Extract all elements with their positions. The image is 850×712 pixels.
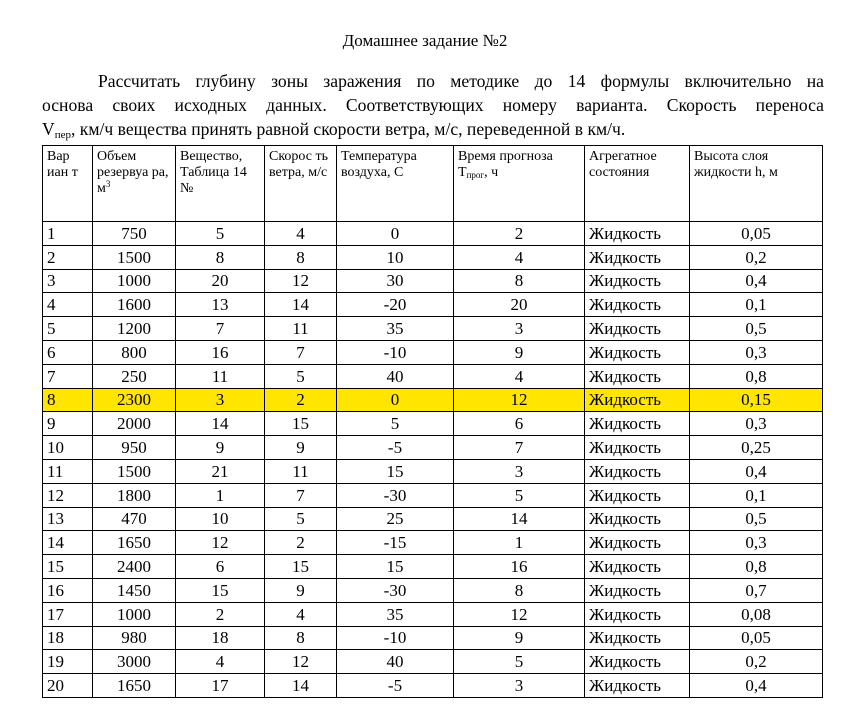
cell-wind: 8 <box>265 245 337 269</box>
cell-substance: 11 <box>176 364 265 388</box>
cell-substance: 14 <box>176 412 265 436</box>
cell-height: 0,3 <box>690 531 823 555</box>
table-row <box>43 507 823 531</box>
cell-variant: 8 <box>43 388 93 412</box>
cell-variant: 16 <box>43 578 93 602</box>
cell-substance: 4 <box>176 650 265 674</box>
cell-state: Жидкость <box>585 388 690 412</box>
header-variant: Вар иан т <box>43 146 93 222</box>
table-row <box>43 674 823 698</box>
cell-time: 20 <box>454 293 585 317</box>
cell-volume: 250 <box>93 364 176 388</box>
cell-state: Жидкость <box>585 531 690 555</box>
cell-state: Жидкость <box>585 578 690 602</box>
cell-wind: 2 <box>265 531 337 555</box>
table-row <box>43 483 823 507</box>
cell-volume: 3000 <box>93 650 176 674</box>
header-height: Высота слоя жидкости h, м <box>690 146 823 222</box>
cell-time: 12 <box>454 388 585 412</box>
cell-state: Жидкость <box>585 626 690 650</box>
cell-height: 0,25 <box>690 436 823 460</box>
cell-time: 2 <box>454 222 585 246</box>
cell-wind: 12 <box>265 650 337 674</box>
table-row <box>43 388 823 412</box>
cell-substance: 3 <box>176 388 265 412</box>
cell-volume: 1500 <box>93 459 176 483</box>
cell-wind: 2 <box>265 388 337 412</box>
cell-substance: 1 <box>176 483 265 507</box>
table-body <box>43 222 823 698</box>
cell-substance: 2 <box>176 602 265 626</box>
cell-volume: 1600 <box>93 293 176 317</box>
cell-volume: 2400 <box>93 555 176 579</box>
cell-height: 0,8 <box>690 555 823 579</box>
cell-state: Жидкость <box>585 436 690 460</box>
cell-substance: 6 <box>176 555 265 579</box>
cell-state: Жидкость <box>585 650 690 674</box>
table-header-row <box>43 146 823 222</box>
cell-variant: 19 <box>43 650 93 674</box>
cell-temperature: 15 <box>337 555 454 579</box>
cell-volume: 1000 <box>93 269 176 293</box>
cell-temperature: 0 <box>337 388 454 412</box>
cell-state: Жидкость <box>585 222 690 246</box>
table-row <box>43 459 823 483</box>
table-row <box>43 340 823 364</box>
cell-height: 0,3 <box>690 340 823 364</box>
table-row <box>43 222 823 246</box>
cell-temperature: 15 <box>337 459 454 483</box>
cell-time: 3 <box>454 459 585 483</box>
cell-time: 9 <box>454 626 585 650</box>
cell-time: 8 <box>454 269 585 293</box>
cell-state: Жидкость <box>585 412 690 436</box>
cell-variant: 15 <box>43 555 93 579</box>
cell-height: 0,5 <box>690 507 823 531</box>
cell-volume: 1200 <box>93 317 176 341</box>
cell-variant: 17 <box>43 602 93 626</box>
header-state: Агрегатное состояния <box>585 146 690 222</box>
cell-variant: 2 <box>43 245 93 269</box>
cell-height: 0,08 <box>690 602 823 626</box>
page-title: Домашнее задание №2 <box>342 31 508 50</box>
cell-height: 0,1 <box>690 293 823 317</box>
cell-variant: 10 <box>43 436 93 460</box>
cell-wind: 11 <box>265 317 337 341</box>
cell-state: Жидкость <box>585 245 690 269</box>
cell-volume: 1650 <box>93 531 176 555</box>
cell-time: 5 <box>454 483 585 507</box>
cell-wind: 9 <box>265 578 337 602</box>
cell-variant: 20 <box>43 674 93 698</box>
cell-wind: 4 <box>265 222 337 246</box>
header-volume: Объем резервуа ра, $м^3$ <box>93 146 176 222</box>
cell-substance: 15 <box>176 578 265 602</box>
cell-variant: 3 <box>43 269 93 293</box>
header-substance: Вещество, Таблица 14 № <box>176 146 265 222</box>
cell-substance: 8 <box>176 245 265 269</box>
cell-volume: 950 <box>93 436 176 460</box>
cell-time: 4 <box>454 364 585 388</box>
cell-substance: 12 <box>176 531 265 555</box>
cell-temperature: 40 <box>337 364 454 388</box>
cell-wind: 5 <box>265 364 337 388</box>
cell-volume: 1800 <box>93 483 176 507</box>
cell-state: Жидкость <box>585 269 690 293</box>
cell-substance: 9 <box>176 436 265 460</box>
cell-time: 12 <box>454 602 585 626</box>
cell-volume: 980 <box>93 626 176 650</box>
cell-temperature: -5 <box>337 436 454 460</box>
cell-temperature: 30 <box>337 269 454 293</box>
table-row <box>43 364 823 388</box>
cell-temperature: -15 <box>337 531 454 555</box>
header-temperature: Температура воздуха, С <box>337 146 454 222</box>
cell-height: 0,2 <box>690 650 823 674</box>
cell-substance: 13 <box>176 293 265 317</box>
cell-wind: 7 <box>265 340 337 364</box>
table-row <box>43 317 823 341</box>
cell-state: Жидкость <box>585 317 690 341</box>
table-row <box>43 412 823 436</box>
cell-substance: 20 <box>176 269 265 293</box>
cell-height: 0,4 <box>690 674 823 698</box>
cell-volume: 2300 <box>93 388 176 412</box>
cell-height: 0,8 <box>690 364 823 388</box>
cell-variant: 1 <box>43 222 93 246</box>
task-paragraph <box>42 69 824 141</box>
cell-temperature: -30 <box>337 578 454 602</box>
variants-table <box>42 145 823 698</box>
cell-time: 16 <box>454 555 585 579</box>
cell-state: Жидкость <box>585 293 690 317</box>
cell-height: 0,5 <box>690 317 823 341</box>
cell-height: 0,15 <box>690 388 823 412</box>
cell-volume: 800 <box>93 340 176 364</box>
cell-state: Жидкость <box>585 555 690 579</box>
cell-wind: 8 <box>265 626 337 650</box>
table-row <box>43 269 823 293</box>
cell-time: 3 <box>454 674 585 698</box>
table-row <box>43 650 823 674</box>
cell-time: 6 <box>454 412 585 436</box>
task-line-1: Рассчитать глубину зоны заражения по методике до 14 формулы включительно на <box>98 71 824 91</box>
cell-temperature: -5 <box>337 674 454 698</box>
cell-variant: 4 <box>43 293 93 317</box>
cell-temperature: -10 <box>337 340 454 364</box>
header-wind: Скорос ть ветра, м/с <box>265 146 337 222</box>
cell-temperature: 35 <box>337 317 454 341</box>
table-row <box>43 293 823 317</box>
cell-state: Жидкость <box>585 459 690 483</box>
cell-variant: 7 <box>43 364 93 388</box>
cell-wind: 9 <box>265 436 337 460</box>
cell-temperature: 25 <box>337 507 454 531</box>
cell-volume: 2000 <box>93 412 176 436</box>
cell-wind: 14 <box>265 293 337 317</box>
cell-height: 0,3 <box>690 412 823 436</box>
cell-variant: 12 <box>43 483 93 507</box>
cell-variant: 13 <box>43 507 93 531</box>
cell-state: Жидкость <box>585 507 690 531</box>
cell-state: Жидкость <box>585 602 690 626</box>
cell-height: 0,05 <box>690 222 823 246</box>
cell-temperature: 35 <box>337 602 454 626</box>
cell-substance: 10 <box>176 507 265 531</box>
cell-state: Жидкость <box>585 674 690 698</box>
cell-height: 0,1 <box>690 483 823 507</box>
cell-volume: 1000 <box>93 602 176 626</box>
table-row <box>43 245 823 269</box>
cell-substance: 7 <box>176 317 265 341</box>
table-row <box>43 626 823 650</box>
cell-wind: 15 <box>265 412 337 436</box>
cell-state: Жидкость <box>585 364 690 388</box>
cell-volume: 1450 <box>93 578 176 602</box>
cell-volume: 470 <box>93 507 176 531</box>
cell-temperature: -20 <box>337 293 454 317</box>
cell-time: 1 <box>454 531 585 555</box>
cell-temperature: 40 <box>337 650 454 674</box>
cell-height: 0,4 <box>690 269 823 293</box>
cell-time: 4 <box>454 245 585 269</box>
cell-wind: 7 <box>265 483 337 507</box>
cell-wind: 11 <box>265 459 337 483</box>
table-row <box>43 578 823 602</box>
cell-wind: 14 <box>265 674 337 698</box>
cell-height: 0,05 <box>690 626 823 650</box>
cell-substance: 5 <box>176 222 265 246</box>
cell-time: 3 <box>454 317 585 341</box>
cell-wind: 5 <box>265 507 337 531</box>
cell-volume: 1500 <box>93 245 176 269</box>
cell-temperature: -10 <box>337 626 454 650</box>
header-time: Время прогноза $T_{прог}$, ч <box>454 146 585 222</box>
cell-temperature: 5 <box>337 412 454 436</box>
cell-volume: 1650 <box>93 674 176 698</box>
cell-temperature: -30 <box>337 483 454 507</box>
cell-wind: 4 <box>265 602 337 626</box>
cell-time: 5 <box>454 650 585 674</box>
cell-variant: 11 <box>43 459 93 483</box>
cell-time: 8 <box>454 578 585 602</box>
cell-substance: 16 <box>176 340 265 364</box>
cell-variant: 9 <box>43 412 93 436</box>
table-row <box>43 555 823 579</box>
task-line-3: $V_{пер}$, км/ч вещества принять равной скорости ветра, м/с, переведенной в км/ч. <box>42 119 626 141</box>
table-row <box>43 436 823 460</box>
table-row <box>43 531 823 555</box>
cell-variant: 5 <box>43 317 93 341</box>
cell-temperature: 10 <box>337 245 454 269</box>
cell-substance: 17 <box>176 674 265 698</box>
cell-time: 7 <box>454 436 585 460</box>
cell-height: 0,7 <box>690 578 823 602</box>
cell-height: 0,2 <box>690 245 823 269</box>
cell-wind: 15 <box>265 555 337 579</box>
cell-volume: 750 <box>93 222 176 246</box>
cell-variant: 6 <box>43 340 93 364</box>
cell-time: 14 <box>454 507 585 531</box>
cell-variant: 18 <box>43 626 93 650</box>
cell-state: Жидкость <box>585 483 690 507</box>
cell-state: Жидкость <box>585 340 690 364</box>
task-line-2: основа своих исходных данных. Соответствующих номеру варианта. Скорость переноса <box>42 95 824 115</box>
cell-substance: 21 <box>176 459 265 483</box>
cell-height: 0,4 <box>690 459 823 483</box>
table-row <box>43 602 823 626</box>
cell-time: 9 <box>454 340 585 364</box>
cell-wind: 12 <box>265 269 337 293</box>
cell-variant: 14 <box>43 531 93 555</box>
cell-temperature: 0 <box>337 222 454 246</box>
cell-substance: 18 <box>176 626 265 650</box>
